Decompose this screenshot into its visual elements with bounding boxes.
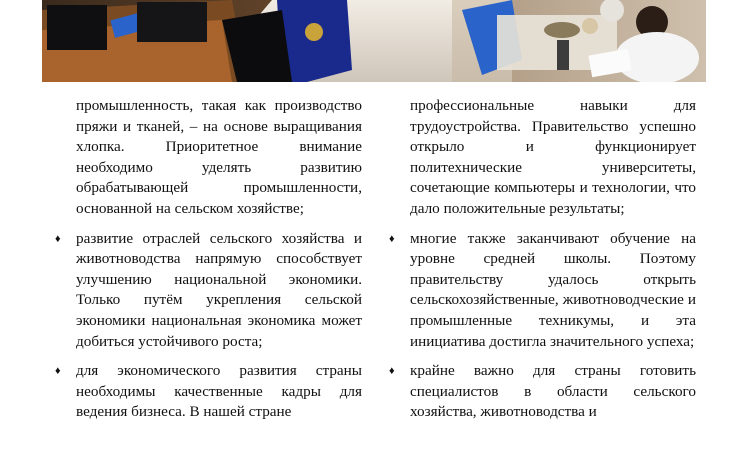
- diamond-bullet-icon: ♦: [389, 232, 395, 245]
- list-item-text: многие также заканчивают обучение на уровне средней школы. Поэтому правительству удалось открыть сельскохозяйственные, животноводческие и промышленные техникумы, и эта инициатива достигла значительного успеха;: [410, 229, 696, 350]
- diamond-bullet-icon: ♦: [55, 232, 61, 245]
- meeting-photo-illustration: [42, 0, 706, 82]
- list-item-text: для экономического развития страны необходимы качественные кадры для ведения бизнеса. В нашей стране: [76, 362, 362, 421]
- diamond-bullet-icon: ♦: [389, 365, 395, 378]
- diamond-bullet-icon: ♦: [55, 365, 61, 378]
- list-item-text: развитие отраслей сельского хозяйства и животноводства напрямую способствует улучшению национальной экономики. Только путём укрепления сельской экономики национальная экономика может добиться устойчивого роста;: [76, 229, 362, 350]
- list-item: [55, 361, 362, 423]
- right-intro-paragraph: профессиональные навыки для трудоустройства. Правительство успешно открыло и функционирует политехнические университеты, сочетающие компьютеры и технологии, что дало положительные результаты;: [410, 97, 696, 217]
- left-column: [55, 96, 362, 423]
- right-column: [389, 96, 696, 423]
- list-item: [55, 229, 362, 353]
- left-intro-paragraph: промышленность, такая как производство пряжи и тканей, – на основе выращивания хлопка. Приоритетное внимание необходимо уделять развитию обрабатывающей промышленности, основанной на сельском хозяйстве;: [76, 97, 362, 217]
- meeting-photo: [42, 0, 706, 82]
- list-item: [389, 361, 696, 423]
- list-item: [389, 229, 696, 353]
- list-item-text: крайне важно для страны готовить специалистов в области сельского хозяйства, животноводства и: [410, 362, 696, 421]
